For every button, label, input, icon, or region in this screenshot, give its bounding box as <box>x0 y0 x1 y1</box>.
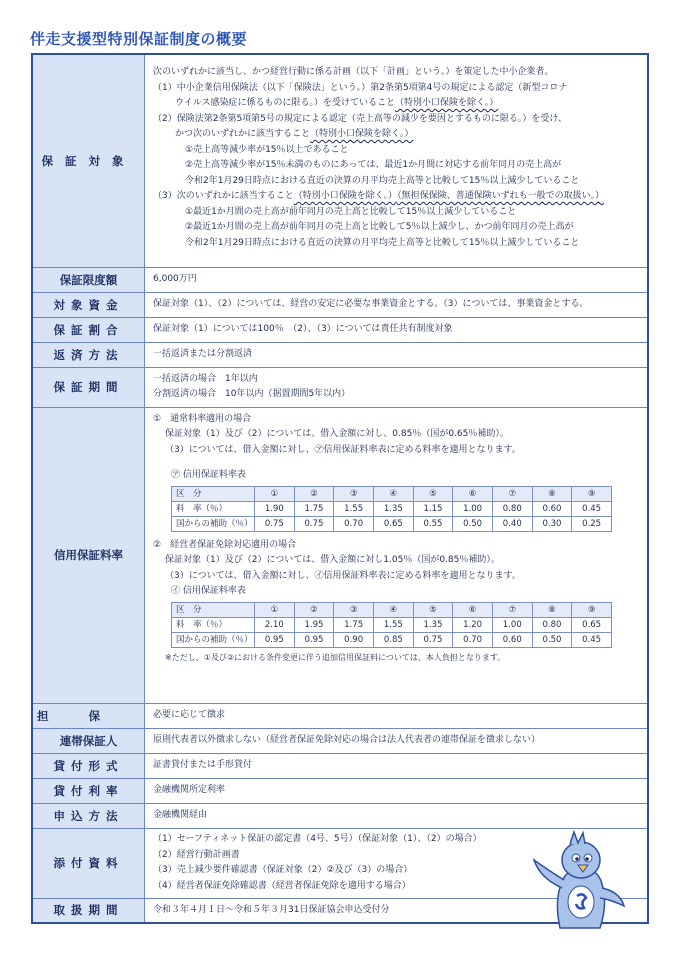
label-application: 申込方法 <box>32 803 145 828</box>
rate-row-label: 料 率（％） <box>172 617 255 632</box>
rate-row-cell: 1.75 <box>294 501 334 516</box>
rate-header-row-cell: ⑥ <box>453 602 493 617</box>
subsidy-row-cell: 0.85 <box>373 632 413 647</box>
label-limit: 保証限度額 <box>32 267 145 292</box>
rate-row-cell: 1.35 <box>373 501 413 516</box>
subsidy-row-cell: 0.75 <box>255 516 295 531</box>
rate-header-row-cell: ① <box>255 486 295 501</box>
rate-header-row-cell: ⑨ <box>572 602 612 617</box>
label-funds: 対象資金 <box>32 292 145 317</box>
content-ratio: 保証対象（1）については100％ （2）、（3）については責任共有制度対象 <box>145 317 649 342</box>
label-collateral: 担保 <box>32 703 145 728</box>
label-interest: 貸付利率 <box>32 778 145 803</box>
rate-row-cell: 1.55 <box>334 501 374 516</box>
rate-row-cell: 1.20 <box>453 617 493 632</box>
row-application <box>32 803 648 828</box>
rate-row-label: 料 率（％） <box>172 501 255 516</box>
label-guarantor: 連帯保証人 <box>32 728 145 753</box>
rate-row-cell: 1.75 <box>334 617 374 632</box>
rate-header-row-cell: ⑧ <box>532 486 572 501</box>
rate-table-a <box>171 486 612 532</box>
row-guarantor <box>32 728 648 753</box>
rate-header-row-cell: ⑤ <box>413 602 453 617</box>
label-handling: 取扱期間 <box>32 898 145 923</box>
subsidy-row-cell: 0.90 <box>334 632 374 647</box>
content-collateral: 必要に応じて徴求 <box>145 703 649 728</box>
content-fee: ① 通常料率適用の場合 保証対象（1）及び（2）については、借入金額に対し、0.85％（国が0.65％補助）。 （3）については、借入金額に対し、㋐信用保証料率表に定める料率を適用となります。 ㋐ 信用保証料率表 区 分 ① ② ③ ④ ⑤ ⑥ ⑦ ⑧ ⑨ 料 率（％） 1.90 1.75 1.55 1.35 1.15 1.00 0.80 0.60 0.45 国からの補助（％） 0.75 0.75 0.70 0.65 0.55 0.50 0.40 0.30 0.25 ② 経営者保証免除対応適用の場合 保証対象（1）及び（2）については、借入金額に対し1.05％（国が0.85％補助）。 （3）については、借入金額に対し、㋑信用保証料率表に定める料率を適用となります。 ㋑ 信用保証料率表 区 分 ① ② ③ ④ ⑤ ⑥ ⑦ ⑧ ⑨ 料 率（％） 2.10 1.95 1.75 1.55 1.35 1.20 1.00 0.80 0.65 国からの補助（％） 0.95 0.95 0.90 0.85 0.75 0.70 0.60 0.50 0.45 ※ただし、①及び②における条件変更に伴う追加信用保証料については、本人負担となります。 <box>145 407 649 703</box>
subsidy-row-cell: 0.40 <box>492 516 532 531</box>
rate-header-row-cell: ⑤ <box>413 486 453 501</box>
content-interest: 金融機関所定利率 <box>145 778 649 803</box>
label-ratio: 保証割合 <box>32 317 145 342</box>
label-repayment: 返済方法 <box>32 342 145 367</box>
rate-header-row <box>172 602 612 617</box>
row-funds <box>32 292 648 317</box>
subsidy-row-cell: 0.70 <box>334 516 374 531</box>
rate-row-cell: 1.00 <box>453 501 493 516</box>
rate-row-cell: 1.00 <box>492 617 532 632</box>
subsidy-row-cell: 0.65 <box>373 516 413 531</box>
subsidy-row-cell: 0.75 <box>413 632 453 647</box>
rate-row-cell: 1.90 <box>255 501 295 516</box>
rate-header-row-cell: ③ <box>334 486 374 501</box>
content-handling: 令和３年４月１日～令和５年３月31日保証協会申込受付分 <box>145 898 649 923</box>
rate-header-row-cell: ④ <box>373 602 413 617</box>
rate-header-row-cell: ④ <box>373 486 413 501</box>
row-fee <box>32 407 648 703</box>
rate-header-row <box>172 486 612 501</box>
rate-row-cell: 0.65 <box>572 617 612 632</box>
rate-row-cell: 2.10 <box>255 617 295 632</box>
rate-header-row-cell: ⑨ <box>572 486 612 501</box>
rate-row-cell: 0.60 <box>532 501 572 516</box>
row-period <box>32 367 648 407</box>
subsidy-row-cell: 0.75 <box>294 516 334 531</box>
content-repayment: 一括返済または分割返済 <box>145 342 649 367</box>
row-loan-form <box>32 753 648 778</box>
rate-row-cell: 1.15 <box>413 501 453 516</box>
content-target: 次のいずれかに該当し、かつ経営行動に係る計画（以下「計画」という。）を策定した中小企業者。 （1）中小企業信用保険法（以下「保険法」という。）第2条第5項第4号の規定による認定（新型コロナ ウイルス感染症に係るものに限る。）を受けていること（特別小口保険を除く。） （2）保険法第2条第5項第5号の規定による認定（売上高等の減少を要因とするものに限る。）を受け、 かつ次のいずれかに該当すること（特別小口保険を除く。） ①売上高等減少率が15％以上であること ②売上高等減少率が15％未満のものにあっては、最近1か月間に対応する前年同月の売上高が 令和2年1月29日時点における直近の決算の月平均売上高等と比較して15％以上減少していること （3）次のいずれかに該当すること（特別小口保険を除く。）（無担保保険、普通保険いずれも一般での取扱い。） ①最近1か月間の売上高が前年同月の売上高と比較して15％以上減少していること ②最近1か月間の売上高が前年同月の売上高と比較して5％以上減少し、かつ前年同月の売上高が 令和2年1月29日時点における直近の決算の月平均売上高等と比較して15％以上減少していること <box>145 54 649 267</box>
rate-header-row-cell: ② <box>294 602 334 617</box>
overview-table <box>31 53 649 924</box>
rate-row <box>172 617 612 632</box>
label-target: 保証対象 <box>32 54 145 267</box>
content-documents: （1）セーフティネット保証の認定書（4号、5号）（保証対象（1）、（2）の場合） （2）経営行動計画書 （3）売上減少要件確認書（保証対象（2）②及び（3）の場合） （4）経営者保証免除確認書（経営者保証免除を適用する場合） <box>145 828 649 898</box>
row-limit <box>32 267 648 292</box>
subsidy-row-cell: 0.50 <box>532 632 572 647</box>
rate-header-row-cell: ⑥ <box>453 486 493 501</box>
rate-row-cell: 1.35 <box>413 617 453 632</box>
row-repayment <box>32 342 648 367</box>
rate-header-row-cell: ② <box>294 486 334 501</box>
content-funds: 保証対象（1）、（2）については、経営の安定に必要な事業資金とする。（3）については、事業資金とする。 <box>145 292 649 317</box>
row-collateral <box>32 703 648 728</box>
label-period: 保証期間 <box>32 367 145 407</box>
content-period: 一括返済の場合 1年以内 分割返済の場合 10年以内（据置期間5年以内） <box>145 367 649 407</box>
subsidy-row-cell: 0.50 <box>453 516 493 531</box>
rate-header-row-label: 区 分 <box>172 486 255 501</box>
bird-mascot-icon <box>520 830 630 930</box>
rate-header-row-cell: ③ <box>334 602 374 617</box>
rate-header-row-cell: ⑦ <box>492 486 532 501</box>
content-limit: 6,000万円 <box>145 267 649 292</box>
row-interest <box>32 778 648 803</box>
subsidy-row-cell: 0.70 <box>453 632 493 647</box>
subsidy-row <box>172 632 612 647</box>
label-loan-form: 貸付形式 <box>32 753 145 778</box>
rate-row <box>172 501 612 516</box>
subsidy-row-cell: 0.95 <box>294 632 334 647</box>
content-guarantor: 原則代表者以外徴求しない（経営者保証免除対応の場合は法人代表者の連帯保証を徴求しない） <box>145 728 649 753</box>
rate-header-row-cell: ① <box>255 602 295 617</box>
rate-row-cell: 0.45 <box>572 501 612 516</box>
rate-header-row-label: 区 分 <box>172 602 255 617</box>
rate-row-cell: 0.80 <box>492 501 532 516</box>
content-loan-form: 証書貸付または手形貸付 <box>145 753 649 778</box>
subsidy-row-cell: 0.30 <box>532 516 572 531</box>
subsidy-row-cell: 0.25 <box>572 516 612 531</box>
subsidy-row-label: 国からの補助（％） <box>172 516 255 531</box>
rate-header-row-cell: ⑧ <box>532 602 572 617</box>
rate-row-cell: 1.95 <box>294 617 334 632</box>
rate-row-cell: 1.55 <box>373 617 413 632</box>
subsidy-row-cell: 0.60 <box>492 632 532 647</box>
row-target <box>32 54 648 267</box>
subsidy-row-cell: 0.95 <box>255 632 295 647</box>
label-fee: 信用保証料率 <box>32 407 145 703</box>
subsidy-row-cell: 0.55 <box>413 516 453 531</box>
subsidy-row <box>172 516 612 531</box>
page-title: 伴走支援型特別保証制度の概要 <box>30 30 248 48</box>
content-application: 金融機関経由 <box>145 803 649 828</box>
subsidy-row-cell: 0.45 <box>572 632 612 647</box>
subsidy-row-label: 国からの補助（％） <box>172 632 255 647</box>
rate-header-row-cell: ⑦ <box>492 602 532 617</box>
row-ratio <box>32 317 648 342</box>
rate-row-cell: 0.80 <box>532 617 572 632</box>
rate-table-b <box>171 602 612 648</box>
label-documents: 添付資料 <box>32 828 145 898</box>
